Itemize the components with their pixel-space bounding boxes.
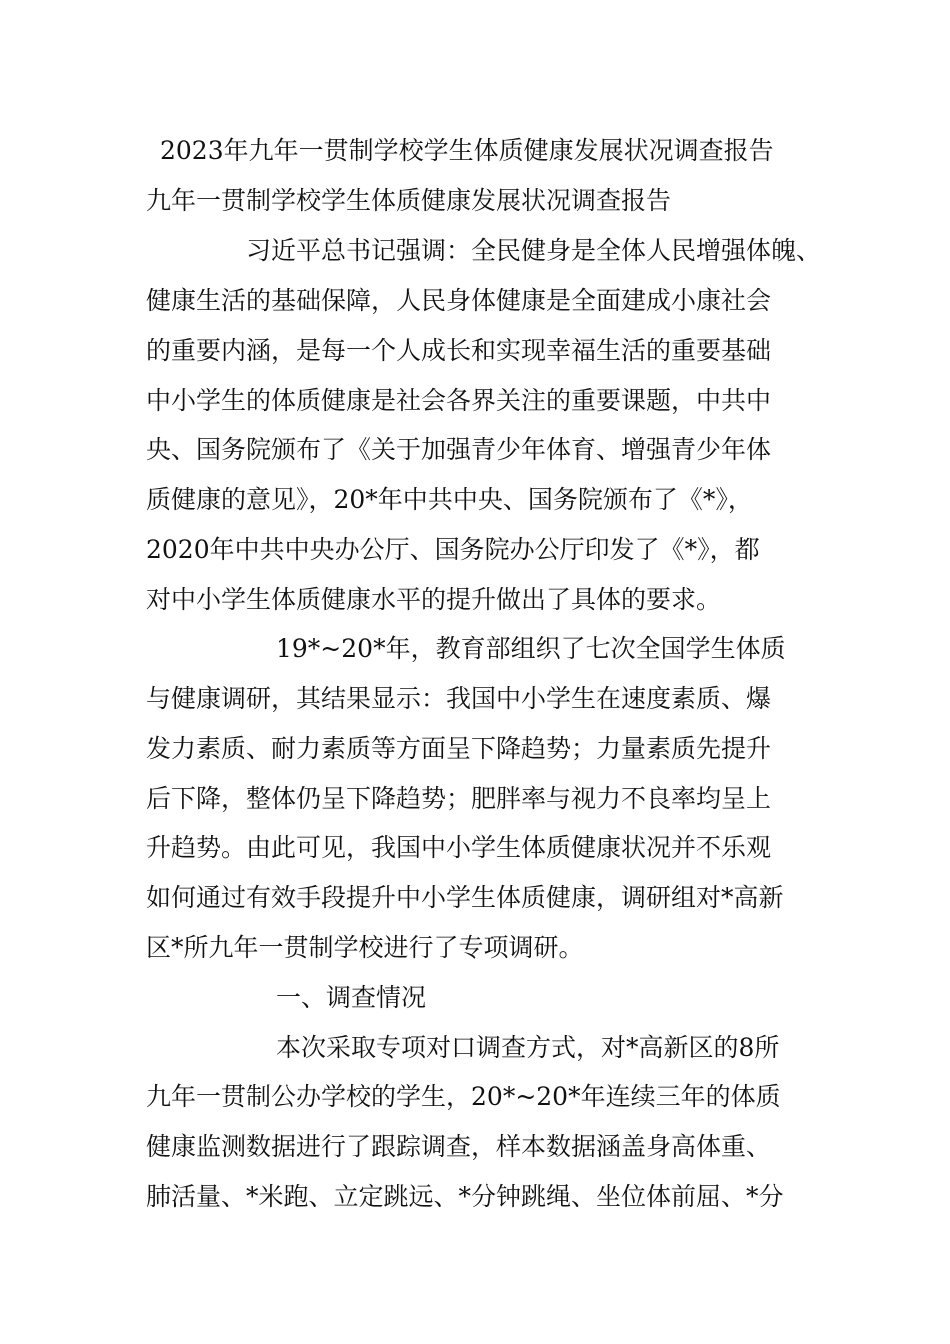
paragraph-line: 如何通过有效手段提升中小学生体质健康，调研组对*高新 — [146, 883, 784, 912]
document-subtitle: 九年一贯制学校学生体质健康发展状况调查报告 — [146, 186, 672, 215]
paragraph-line: 中小学生的体质健康是社会各界关注的重要课题，中共中 — [146, 386, 772, 415]
paragraph-line: 的重要内涵，是每一个人成长和实现幸福生活的重要基础 — [146, 336, 772, 365]
document-title: 2023年九年一贯制学校学生体质健康发展状况调查报告 — [160, 136, 774, 165]
paragraph-line: 19*~20*年，教育部组织了七次全国学生体质 — [276, 634, 786, 663]
paragraph-line: 区*所九年一贯制学校进行了专项调研。 — [146, 933, 584, 962]
paragraph-line: 后下降，整体仍呈下降趋势；肥胖率与视力不良率均呈上 — [146, 784, 772, 813]
paragraph-line: 升趋势。由此可见，我国中小学生体质健康状况并不乐观 — [146, 833, 772, 862]
paragraph-line: 习近平总书记强调：全民健身是全体人民增强体魄、 — [246, 236, 822, 265]
paragraph-line: 央、国务院颁布了《关于加强青少年体育、增强青少年体 — [146, 435, 772, 464]
paragraph-line: 九年一贯制公办学校的学生，20*~20*年连续三年的体质 — [146, 1082, 781, 1111]
paragraph-line: 健康监测数据进行了跟踪调查，样本数据涵盖身高体重、 — [146, 1132, 772, 1161]
paragraph-line: 发力素质、耐力素质等方面呈下降趋势；力量素质先提升 — [146, 734, 772, 763]
paragraph-line: 本次采取专项对口调查方式，对*高新区的8所 — [276, 1033, 780, 1062]
paragraph-line: 肺活量、*米跑、立定跳远、*分钟跳绳、坐位体前屈、*分 — [146, 1182, 784, 1211]
paragraph-line: 对中小学生体质健康水平的提升做出了具体的要求。 — [146, 585, 722, 614]
paragraph-line: 健康生活的基础保障，人民身体健康是全面建成小康社会 — [146, 286, 772, 315]
section-heading: 一、调查情况 — [276, 983, 427, 1012]
paragraph-line: 质健康的意见》，20*年中共中央、国务院颁布了《*》， — [146, 485, 753, 514]
paragraph-line: 2020年中共中央办公厅、国务院办公厅印发了《*》，都 — [146, 535, 760, 564]
paragraph-line: 与健康调研，其结果显示：我国中小学生在速度素质、爆 — [146, 684, 772, 713]
